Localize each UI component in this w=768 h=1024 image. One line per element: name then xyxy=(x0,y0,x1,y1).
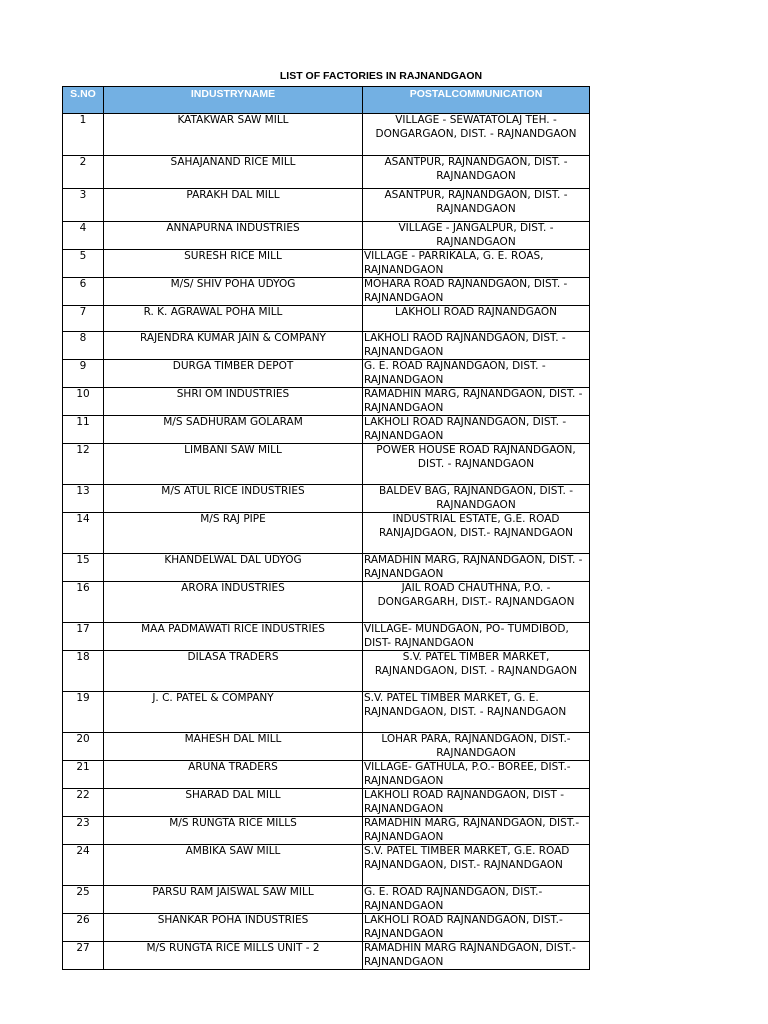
table-row xyxy=(63,886,590,914)
cell-postal-address: S.V. PATEL TIMBER MARKET, G. E. RAJNANDGAON, DIST. - RAJNANDGAON xyxy=(363,692,590,733)
cell-postal-address: BALDEV BAG, RAJNANDGAON, DIST. - RAJNANDGAON xyxy=(363,485,590,513)
cell-postal-address: LAKHOLI ROAD RAJNANDGAON, DIST.- RAJNANDGAON xyxy=(363,914,590,942)
cell-postal-address: MOHARA ROAD RAJNANDGAON, DIST. - RAJNANDGAON xyxy=(363,278,590,306)
cell-sno: 3 xyxy=(63,189,104,222)
cell-industry-name: J. C. PATEL & COMPANY xyxy=(104,692,363,733)
cell-sno: 25 xyxy=(63,886,104,914)
header-postal-communication: POSTALCOMMUNICATION xyxy=(363,87,590,114)
table-row xyxy=(63,554,590,582)
cell-postal-address: INDUSTRIAL ESTATE, G.E. ROAD RANJAJDGAON, DIST.- RAJNANDGAON xyxy=(363,513,590,554)
cell-postal-address: RAMADHIN MARG, RAJNANDGAON, DIST. - RAJNANDGAON xyxy=(363,554,590,582)
table-row xyxy=(63,388,590,416)
cell-sno: 14 xyxy=(63,513,104,554)
table-row xyxy=(63,845,590,886)
cell-industry-name: SHRI OM INDUSTRIES xyxy=(104,388,363,416)
cell-postal-address: VILLAGE- MUNDGAON, PO- TUMDIBOD, DIST- RAJNANDGAON xyxy=(363,623,590,651)
cell-postal-address: S.V. PATEL TIMBER MARKET, G.E. ROAD RAJNANDGAON, DIST.- RAJNANDGAON xyxy=(363,845,590,886)
cell-postal-address: RAMADHIN MARG, RAJNANDGAON, DIST. - RAJNANDGAON xyxy=(363,388,590,416)
cell-industry-name: SHANKAR POHA INDUSTRIES xyxy=(104,914,363,942)
cell-sno: 18 xyxy=(63,651,104,692)
cell-sno: 17 xyxy=(63,623,104,651)
table-row xyxy=(63,250,590,278)
header-sno: S.NO xyxy=(63,87,104,114)
table-header-row xyxy=(63,87,590,114)
cell-postal-address: VILLAGE - JANGALPUR, DIST. - RAJNANDGAON xyxy=(363,222,590,250)
cell-postal-address: LAKHOLI ROAD RAJNANDGAON, DIST - RAJNANDGAON xyxy=(363,789,590,817)
cell-industry-name: DILASA TRADERS xyxy=(104,651,363,692)
cell-sno: 23 xyxy=(63,817,104,845)
cell-sno: 10 xyxy=(63,388,104,416)
cell-postal-address: VILLAGE- GATHULA, P.O.- BOREE, DIST.- RAJNANDGAON xyxy=(363,761,590,789)
table-row xyxy=(63,942,590,970)
cell-sno: 12 xyxy=(63,444,104,485)
table-row xyxy=(63,222,590,250)
cell-postal-address: RAMADHIN MARG RAJNANDGAON, DIST.- RAJNANDGAON xyxy=(363,942,590,970)
cell-postal-address: LAKHOLI ROAD RAJNANDGAON xyxy=(363,306,590,332)
table-row xyxy=(63,651,590,692)
cell-sno: 26 xyxy=(63,914,104,942)
cell-industry-name: M/S ATUL RICE INDUSTRIES xyxy=(104,485,363,513)
cell-industry-name: MAHESH DAL MILL xyxy=(104,733,363,761)
cell-sno: 24 xyxy=(63,845,104,886)
cell-postal-address: G. E. ROAD RAJNANDGAON, DIST. - RAJNANDGAON xyxy=(363,360,590,388)
cell-postal-address: LAKHOLI RAOD RAJNANDGAON, DIST. - RAJNANDGAON xyxy=(363,332,590,360)
cell-industry-name: ARORA INDUSTRIES xyxy=(104,582,363,623)
cell-industry-name: M/S RAJ PIPE xyxy=(104,513,363,554)
factories-table xyxy=(62,86,590,970)
cell-sno: 20 xyxy=(63,733,104,761)
cell-industry-name: M/S RUNGTA RICE MILLS xyxy=(104,817,363,845)
table-row xyxy=(63,817,590,845)
cell-industry-name: ANNAPURNA INDUSTRIES xyxy=(104,222,363,250)
table-row xyxy=(63,692,590,733)
table-row xyxy=(63,114,590,156)
table-row xyxy=(63,914,590,942)
cell-postal-address: VILLAGE - PARRIKALA, G. E. ROAS, RAJNANDGAON xyxy=(363,250,590,278)
cell-industry-name: ARUNA TRADERS xyxy=(104,761,363,789)
cell-sno: 27 xyxy=(63,942,104,970)
cell-sno: 7 xyxy=(63,306,104,332)
cell-sno: 8 xyxy=(63,332,104,360)
cell-sno: 15 xyxy=(63,554,104,582)
cell-industry-name: KATAKWAR SAW MILL xyxy=(104,114,363,156)
table-row xyxy=(63,416,590,444)
cell-postal-address: LAKHOLI ROAD RAJNANDGAON, DIST. - RAJNANDGAON xyxy=(363,416,590,444)
cell-postal-address: LOHAR PARA, RAJNANDGAON, DIST.- RAJNANDGAON xyxy=(363,733,590,761)
cell-sno: 22 xyxy=(63,789,104,817)
cell-postal-address: VILLAGE - SEWATATOLAJ TEH. - DONGARGAON, DIST. - RAJNANDGAON xyxy=(363,114,590,156)
cell-postal-address: S.V. PATEL TIMBER MARKET, RAJNANDGAON, DIST. - RAJNANDGAON xyxy=(363,651,590,692)
cell-sno: 5 xyxy=(63,250,104,278)
cell-sno: 21 xyxy=(63,761,104,789)
table-row xyxy=(63,306,590,332)
table-row xyxy=(63,156,590,189)
table-row xyxy=(63,278,590,306)
cell-postal-address: POWER HOUSE ROAD RAJNANDGAON, DIST. - RAJNANDGAON xyxy=(363,444,590,485)
cell-sno: 19 xyxy=(63,692,104,733)
table-row xyxy=(63,360,590,388)
cell-postal-address: ASANTPUR, RAJNANDGAON, DIST. - RAJNANDGAON xyxy=(363,156,590,189)
cell-sno: 16 xyxy=(63,582,104,623)
table-row xyxy=(63,332,590,360)
cell-industry-name: M/S SADHURAM GOLARAM xyxy=(104,416,363,444)
cell-sno: 9 xyxy=(63,360,104,388)
cell-sno: 11 xyxy=(63,416,104,444)
cell-industry-name: M/S/ SHIV POHA UDYOG xyxy=(104,278,363,306)
header-industry-name: INDUSTRYNAME xyxy=(104,87,363,114)
cell-sno: 6 xyxy=(63,278,104,306)
cell-industry-name: SURESH RICE MILL xyxy=(104,250,363,278)
cell-industry-name: PARSU RAM JAISWAL SAW MILL xyxy=(104,886,363,914)
cell-sno: 13 xyxy=(63,485,104,513)
cell-industry-name: KHANDELWAL DAL UDYOG xyxy=(104,554,363,582)
cell-postal-address: ASANTPUR, RAJNANDGAON, DIST. - RAJNANDGAON xyxy=(363,189,590,222)
cell-industry-name: DURGA TIMBER DEPOT xyxy=(104,360,363,388)
table-row xyxy=(63,189,590,222)
page-title: LIST OF FACTORIES IN RAJNANDGAON xyxy=(279,70,483,82)
table-row xyxy=(63,444,590,485)
cell-industry-name: R. K. AGRAWAL POHA MILL xyxy=(104,306,363,332)
cell-industry-name: SAHAJANAND RICE MILL xyxy=(104,156,363,189)
table-row xyxy=(63,733,590,761)
cell-industry-name: RAJENDRA KUMAR JAIN & COMPANY xyxy=(104,332,363,360)
cell-industry-name: SHARAD DAL MILL xyxy=(104,789,363,817)
table-row xyxy=(63,485,590,513)
cell-postal-address: RAMADHIN MARG, RAJNANDGAON, DIST.- RAJNANDGAON xyxy=(363,817,590,845)
cell-industry-name: AMBIKA SAW MILL xyxy=(104,845,363,886)
cell-postal-address: G. E. ROAD RAJNANDGAON, DIST.- RAJNANDGAON xyxy=(363,886,590,914)
table-row xyxy=(63,582,590,623)
cell-industry-name: LIMBANI SAW MILL xyxy=(104,444,363,485)
table-row xyxy=(63,623,590,651)
table-row xyxy=(63,513,590,554)
table-row xyxy=(63,789,590,817)
cell-sno: 1 xyxy=(63,114,104,156)
cell-industry-name: M/S RUNGTA RICE MILLS UNIT - 2 xyxy=(104,942,363,970)
cell-industry-name: PARAKH DAL MILL xyxy=(104,189,363,222)
table-row xyxy=(63,761,590,789)
cell-sno: 2 xyxy=(63,156,104,189)
cell-sno: 4 xyxy=(63,222,104,250)
cell-industry-name: MAA PADMAWATI RICE INDUSTRIES xyxy=(104,623,363,651)
cell-postal-address: JAIL ROAD CHAUTHNA, P.O. - DONGARGARH, DIST.- RAJNANDGAON xyxy=(363,582,590,623)
